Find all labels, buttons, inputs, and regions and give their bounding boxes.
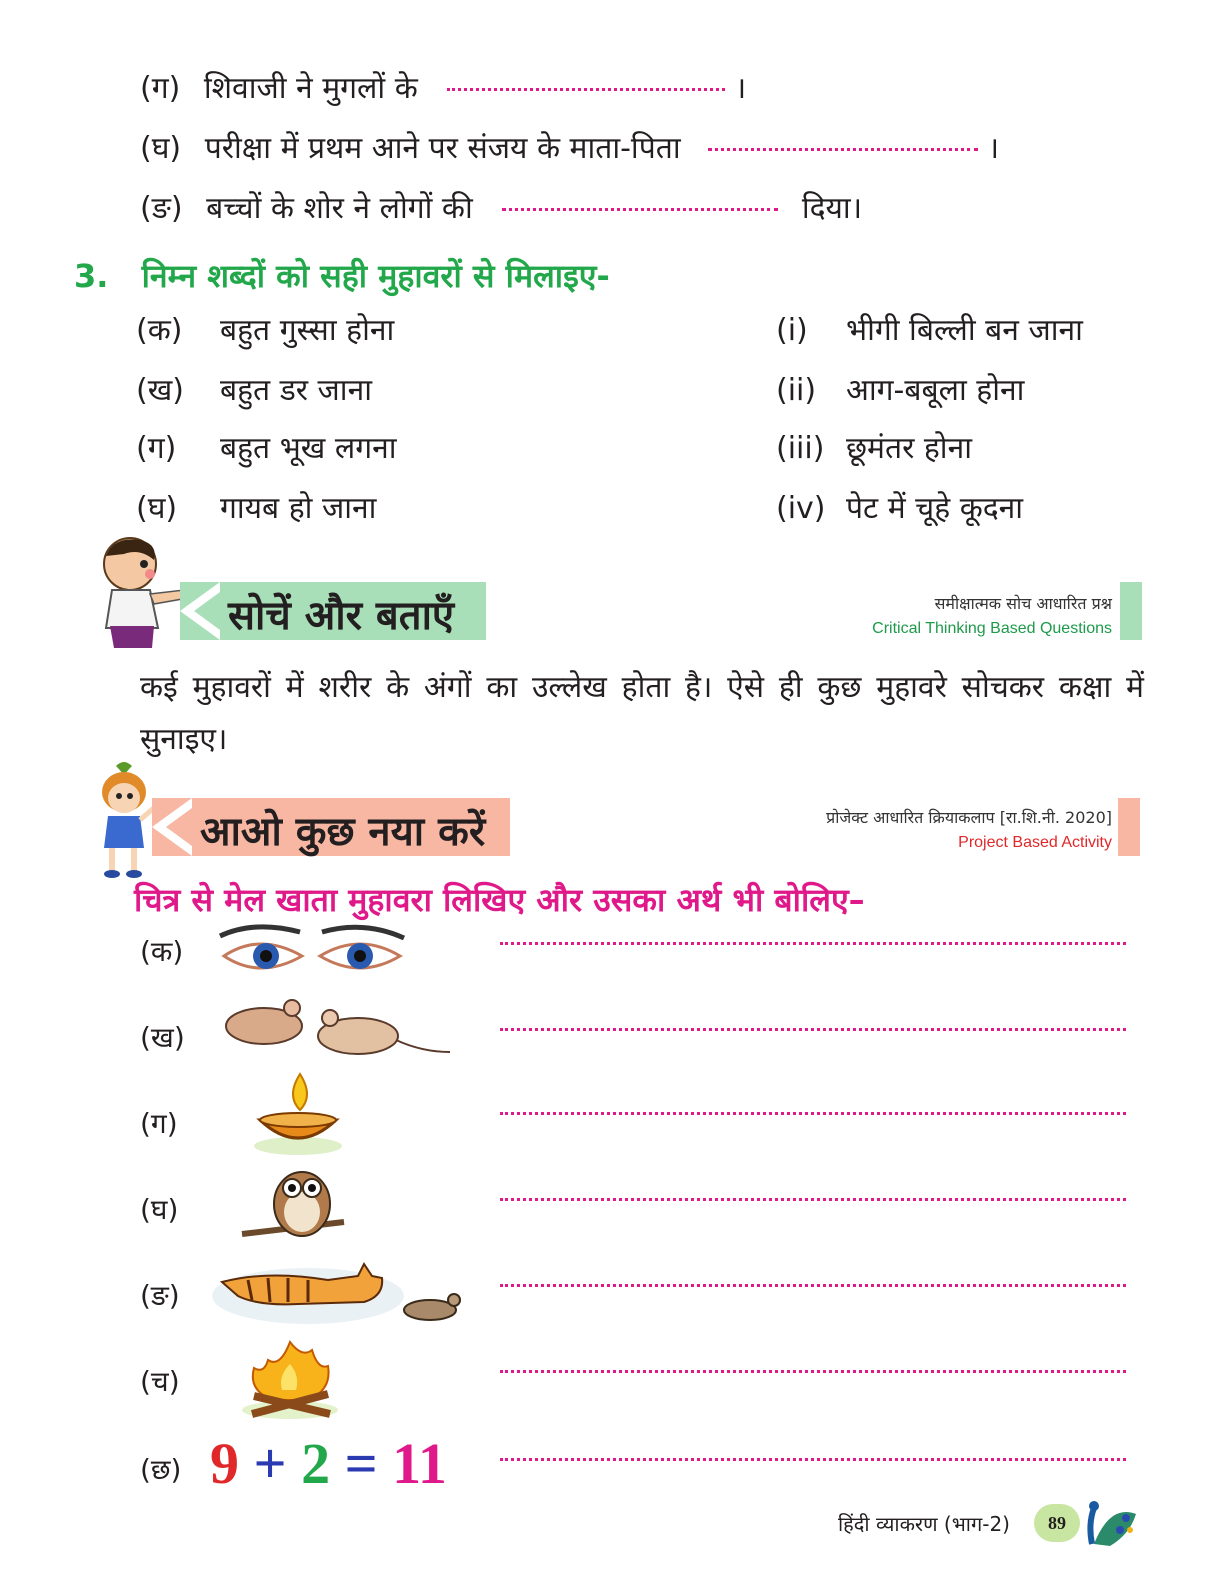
equation [210,1430,447,1497]
peacock-icon [1080,1494,1138,1550]
item-label: (छ) [140,1453,182,1486]
item-label: (घ) [140,1193,179,1226]
answer-line[interactable] [500,1284,1126,1287]
item-label: (ग) [140,1107,178,1140]
think-tag [692,592,1112,638]
girl-illustration [86,760,162,880]
project-tag [632,806,1112,852]
activity-instruction: चित्र से मेल खाता मुहावरा लिखिए और उसका अर्थ भी बोलिए– [134,881,865,919]
item-text: परीक्षा में प्रथम आने पर संजय के माता-पिता [204,131,681,166]
think-banner [180,582,486,640]
section-title: आओ कुछ नया करें [200,809,486,855]
answer-blank[interactable] [447,88,725,91]
item-label: (ग) [140,71,181,106]
match-left-4 [136,486,376,527]
item-text: भीगी बिल्ली बन जाना [846,313,1083,348]
match-right-2 [776,368,1024,409]
equation-c: 11 [392,1431,447,1496]
item-label: (घ) [140,131,182,166]
question-3-heading [74,254,610,297]
page-number-badge [1034,1504,1080,1542]
item-label: (क) [140,935,184,968]
bonfire-icon [238,1340,342,1420]
item-label: (ii) [776,373,817,408]
tag-accent-bar [1120,582,1142,640]
item-label: (ङ) [140,191,183,226]
item-label: (ख) [136,373,184,408]
item-label: (iii) [776,431,825,466]
match-right-3 [776,426,972,467]
item-label: (iv) [776,491,826,526]
owl-icon [238,1164,346,1248]
item-text: आग-बबूला होना [846,373,1025,408]
item-label: (i) [776,313,808,348]
equation-plus: + [253,1431,287,1496]
tag-hindi: समीक्षात्मक सोच आधारित प्रश्न [934,594,1112,613]
item-text: शिवाजी ने मुगलों के [203,71,418,106]
cat-chasing-mouse-icon [208,1256,478,1330]
section-title: सोचें और बताएँ [228,593,455,639]
item-label: (क) [136,313,183,348]
item-label: (ग) [136,431,177,466]
mice-icon [218,994,452,1062]
fill-blank-g [140,66,746,107]
answer-line[interactable] [500,1458,1126,1461]
equation-a: 9 [210,1431,239,1496]
match-right-4 [776,486,1023,527]
boy-illustration [84,534,194,652]
match-right-1 [776,308,1083,349]
item-label: (ख) [140,1021,185,1054]
answer-blank[interactable] [502,208,778,211]
question-title: निम्न शब्दों को सही मुहावरों से मिलाइए- [141,257,610,295]
tag-hindi: प्रोजेक्ट आधारित क्रियाकलाप [रा.शि.नी. 2020] [826,808,1112,827]
match-left-2 [136,368,372,409]
tag-english: Project Based Activity [958,834,1112,851]
answer-blank[interactable] [708,148,978,151]
diya-lamp-icon [250,1070,346,1156]
tag-accent-bar [1118,798,1140,856]
item-end: दिया। [801,191,863,226]
item-label: (च) [140,1365,180,1398]
item-text: बच्चों के शोर ने लोगों की [206,191,473,226]
match-left-3 [136,426,397,467]
item-label: (ङ) [140,1279,180,1312]
match-left-1 [136,308,394,349]
question-number: 3. [74,257,109,295]
fill-blank-gh [140,126,999,167]
book-title: हिंदी व्याकरण (भाग-2) [838,1512,1010,1536]
item-text: गायब हो जाना [220,491,377,526]
project-banner [152,798,510,856]
eyes-icon [214,922,410,982]
answer-line[interactable] [500,1198,1126,1201]
answer-line[interactable] [500,942,1126,945]
page-number: 89 [1048,1513,1066,1533]
item-text: बहुत भूख लगना [220,431,397,466]
tag-english: Critical Thinking Based Questions [872,620,1112,637]
answer-line[interactable] [500,1370,1126,1373]
equation-b: 2 [301,1431,331,1496]
answer-line[interactable] [500,1028,1126,1031]
item-text: छूमंतर होना [846,431,972,466]
item-text: बहुत गुस्सा होना [220,313,395,348]
think-body-text: कई मुहावरों में शरीर के अंगों का उल्लेख होता है। ऐसे ही कुछ मुहावरे सोचकर कक्षा में सुनाइए। [140,670,1144,757]
fill-blank-ng [140,186,862,227]
item-end: । [987,131,1000,166]
item-label: (घ) [136,491,178,526]
item-end: । [734,71,747,106]
item-text: पेट में चूहे कूदना [846,491,1024,526]
item-text: बहुत डर जाना [220,373,373,408]
answer-line[interactable] [500,1112,1126,1115]
equation-equals: = [344,1431,378,1496]
